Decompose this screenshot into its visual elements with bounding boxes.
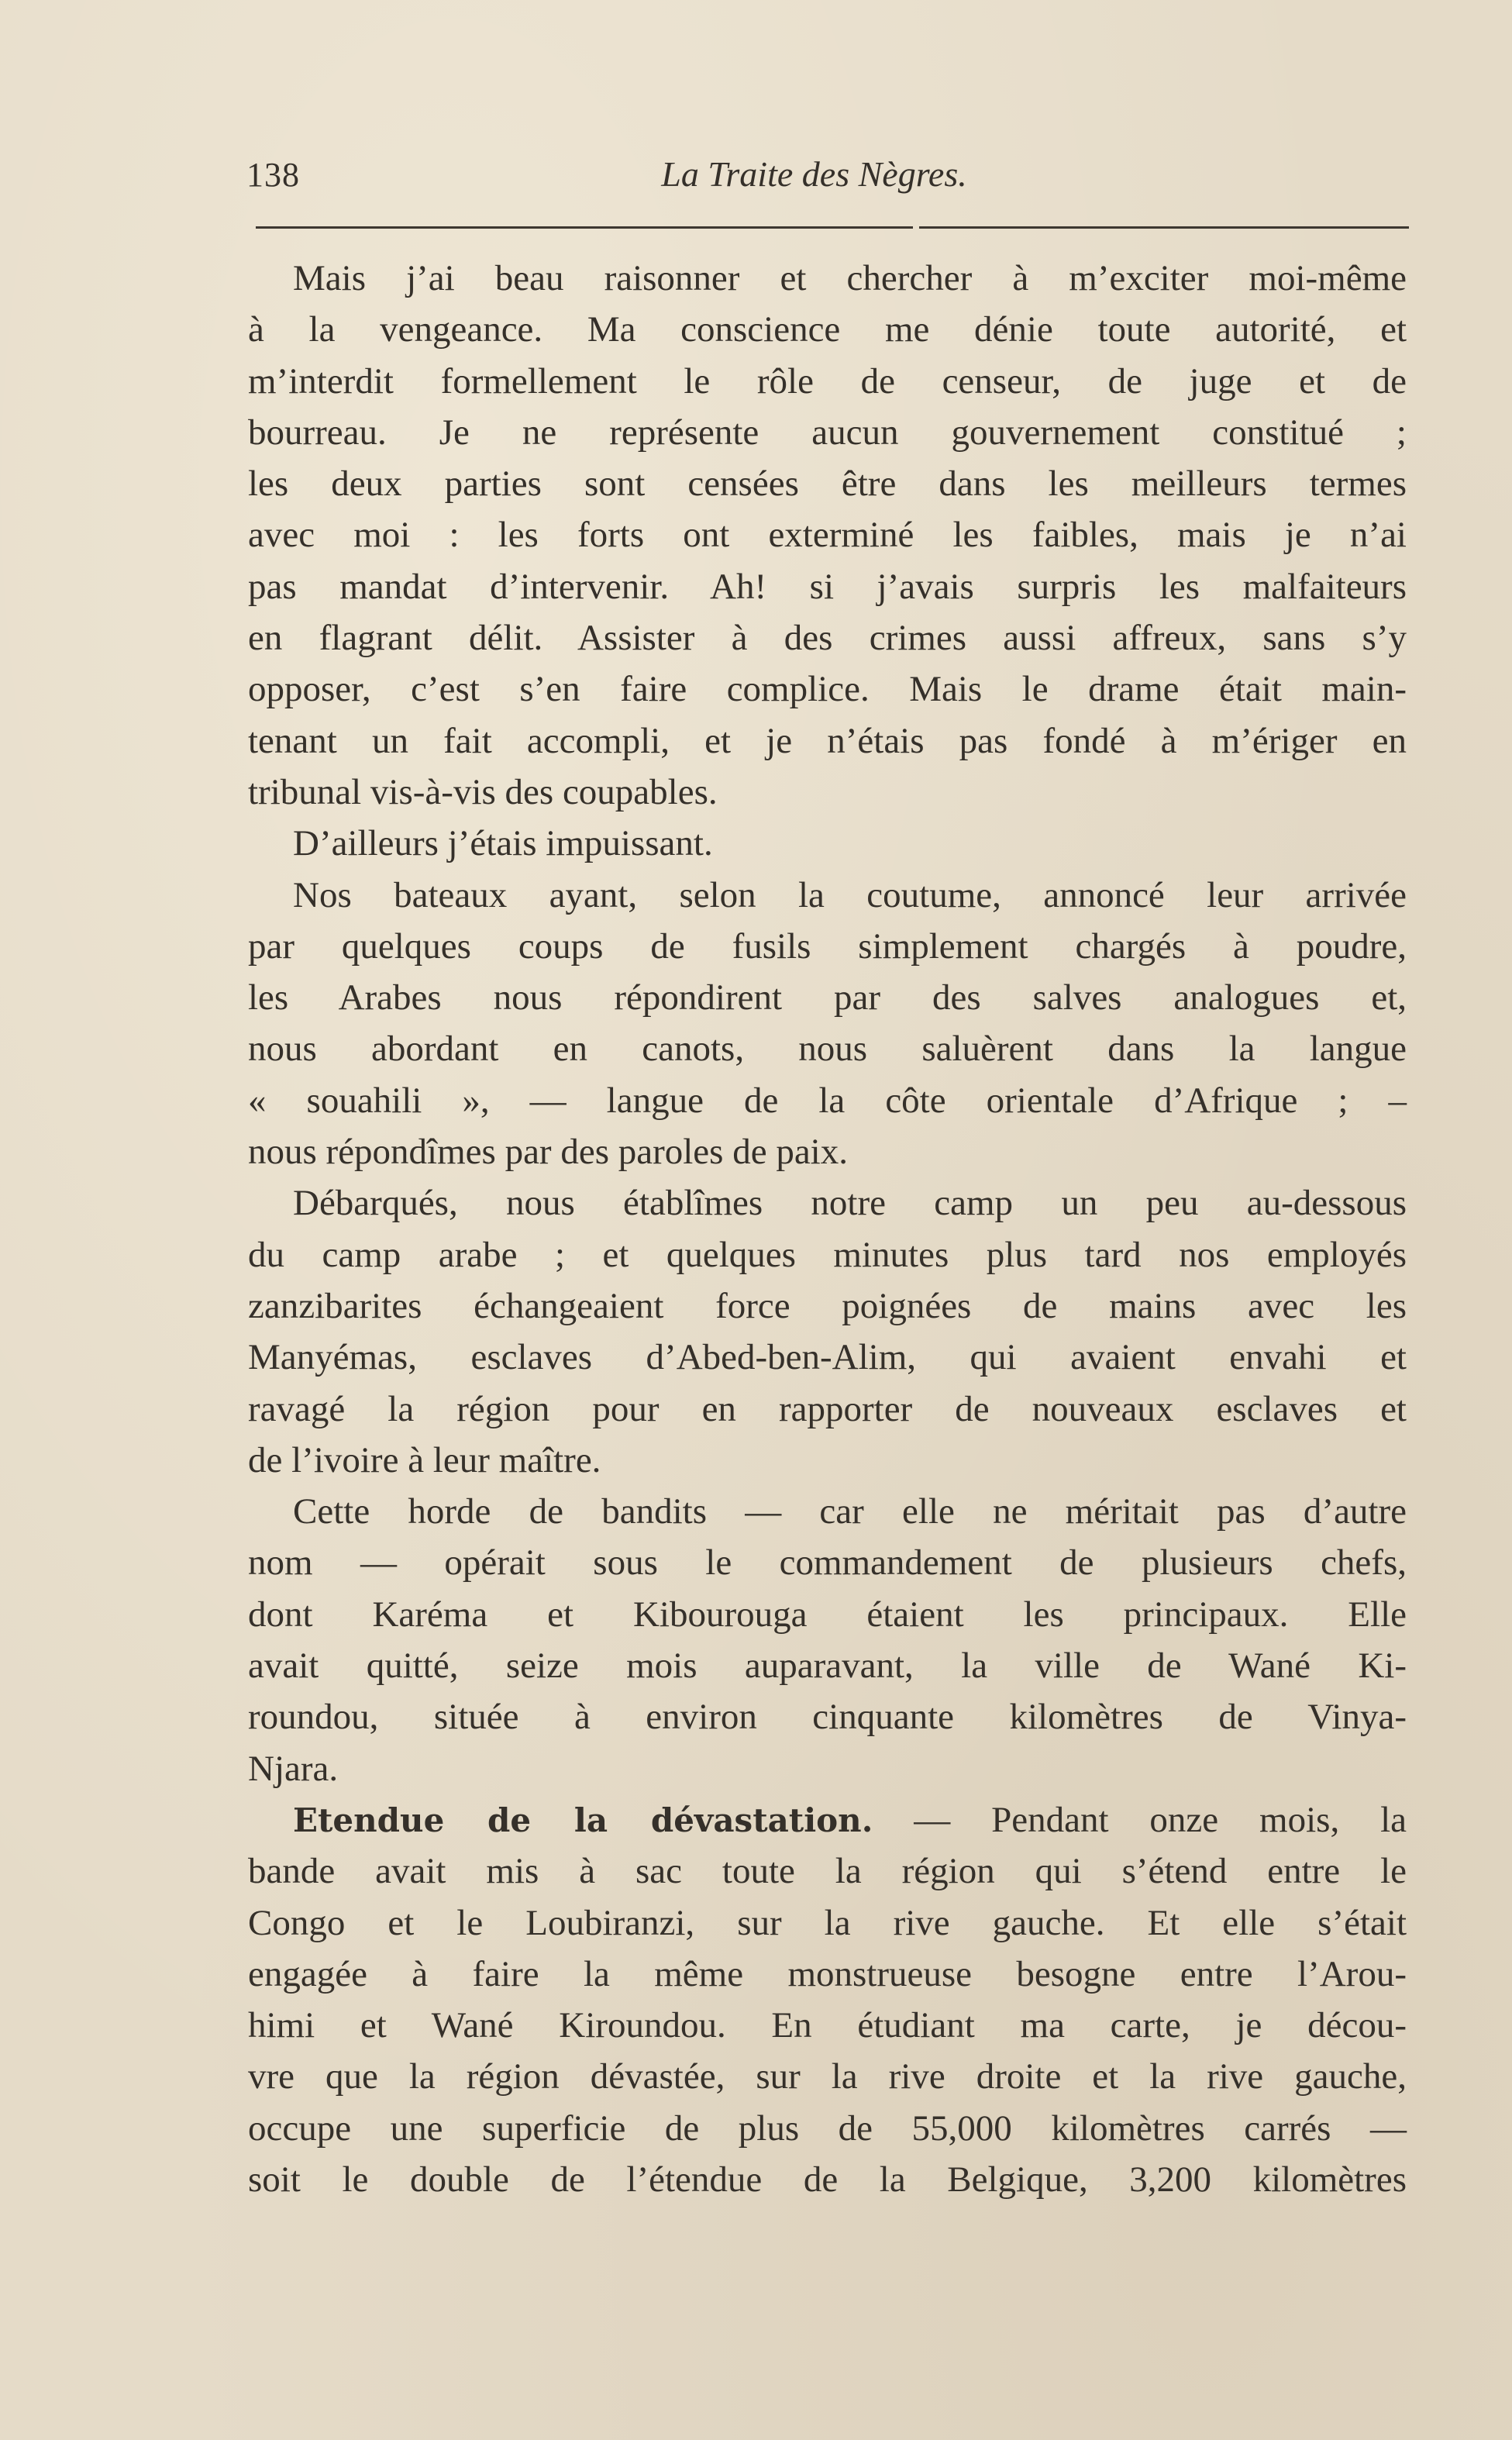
text-line <box>248 1589 1407 1640</box>
header-rule <box>256 226 913 229</box>
line-text: Njara. <box>248 1748 339 1789</box>
text-line <box>248 1332 1407 1383</box>
text-line <box>248 304 1407 355</box>
line-text: dont Karéma et Kibourouga étaient les principaux. Elle <box>248 1594 1407 1635</box>
line-text: à la vengeance. Ma conscience me dénie toute autorité, et <box>248 309 1407 350</box>
line-text: par quelques coups de fusils simplement chargés à poudre, <box>248 925 1407 967</box>
line-text: Manyémas, esclaves d’Abed-ben-Alim, qui avaient envahi et <box>248 1337 1407 1378</box>
line-text: ravagé la région pour en rapporter de nouveaux esclaves et <box>248 1388 1407 1429</box>
line-text: zanzibarites échangeaient force poignées de mains avec les <box>248 1285 1407 1326</box>
line-text: Débarqués, nous établîmes notre camp un peu au-dessous <box>293 1183 1407 1224</box>
text-line <box>248 2154 1407 2205</box>
line-text: himi et Wané Kiroundou. En étudiant ma carte, je décou- <box>248 2005 1407 2046</box>
text-line <box>248 509 1407 560</box>
text-line <box>248 561 1407 612</box>
text-line <box>248 1949 1407 2000</box>
text-line <box>248 356 1407 407</box>
text-line <box>248 1537 1407 1588</box>
line-text: nom — opérait sous le commandement de plusieurs chefs, <box>248 1542 1407 1584</box>
text-line <box>248 2000 1407 2051</box>
text-line <box>248 407 1407 458</box>
line-text: opposer, c’est s’en faire complice. Mais le drame était main- <box>248 669 1407 710</box>
line-text: occupe une superficie de plus de 55,000 kilomètres carrés — <box>248 2107 1407 2149</box>
text-line <box>248 1229 1407 1280</box>
text-line <box>248 458 1407 509</box>
text-line <box>248 1794 1407 1846</box>
line-text: bande avait mis à sac toute la région qui s’étend entre le <box>248 1851 1407 1892</box>
body-text <box>248 253 1407 2205</box>
text-line <box>248 715 1407 767</box>
text-line <box>248 1640 1407 1691</box>
text-line <box>248 2103 1407 2154</box>
line-text: avait quitté, seize mois auparavant, la ville de Wané Ki- <box>248 1646 1407 1687</box>
text-line <box>248 1743 1407 1794</box>
text-line <box>248 870 1407 921</box>
text-line <box>248 972 1407 1023</box>
line-text: tribunal vis-à-vis des coupables. <box>248 771 718 812</box>
text-line <box>248 1691 1407 1742</box>
line-text: engagée à faire la même monstrueuse besogne entre l’Arou- <box>248 1953 1407 1994</box>
text-line <box>248 663 1407 715</box>
line-text: Cette horde de bandits — car elle ne méritait pas d’autre <box>293 1491 1407 1532</box>
text-line <box>248 1075 1407 1126</box>
line-text: D’ailleurs j’étais impuissant. <box>293 823 713 864</box>
text-line <box>248 1023 1407 1074</box>
text-line <box>248 612 1407 663</box>
line-text: roundou, située à environ cinquante kilomètres de Vinya- <box>248 1697 1407 1738</box>
text-line <box>248 1846 1407 1897</box>
line-text: pas mandat d’intervenir. Ah! si j’avais surpris les malfaiteurs <box>248 566 1407 607</box>
running-title: La Traite des Nègres. <box>661 154 967 194</box>
text-line <box>248 253 1407 304</box>
text-line <box>248 767 1407 818</box>
header-rule <box>919 226 1409 229</box>
line-text: « souahili », — langue de la côte orientale d’Afrique ; – <box>248 1080 1407 1121</box>
text-line <box>248 1486 1407 1537</box>
line-text: Mais j’ai beau raisonner et chercher à m’exciter moi-même <box>293 258 1407 298</box>
page-number: 138 <box>246 156 300 194</box>
line-text: vre que la région dévastée, sur la rive droite et la rive gauche, <box>248 2056 1407 2097</box>
text-line <box>248 1897 1407 1949</box>
line-text: m’interdit formellement le rôle de censeur, de juge et de <box>248 360 1407 401</box>
text-line <box>248 2051 1407 2102</box>
text-line <box>248 1280 1407 1332</box>
text-line <box>248 1126 1407 1177</box>
line-text: nous abordant en canots, nous saluèrent dans la langue <box>248 1029 1407 1070</box>
line-text: avec moi : les forts ont exterminé les faibles, mais je n’ai <box>248 515 1407 556</box>
text-line <box>248 1435 1407 1486</box>
line-text: en flagrant délit. Assister à des crimes aussi affreux, sans s’y <box>248 618 1407 659</box>
text-line <box>248 921 1407 972</box>
line-text: — Pendant onze mois, la <box>914 1799 1407 1840</box>
line-text: nous répondîmes par des paroles de paix. <box>248 1132 848 1173</box>
line-text: les Arabes nous répondirent par des salves analogues et, <box>248 977 1407 1018</box>
line-text: soit le double de l’étendue de la Belgique, 3,200 kilomètres <box>248 2159 1407 2200</box>
line-text: de l’ivoire à leur maître. <box>248 1439 601 1480</box>
text-line <box>248 1177 1407 1229</box>
line-text: Nos bateaux ayant, selon la coutume, annoncé leur arrivée <box>293 874 1407 915</box>
line-text: les deux parties sont censées être dans les meilleurs termes <box>248 464 1407 505</box>
text-line <box>248 818 1407 869</box>
line-text: tenant un fait accompli, et je n’étais pas fondé à m’ériger en <box>248 720 1407 761</box>
text-line <box>248 1384 1407 1435</box>
section-heading: Etendue de la dévastation. <box>293 1801 873 1839</box>
line-text: Congo et le Loubiranzi, sur la rive gauche. Et elle s’était <box>248 1902 1407 1943</box>
line-text: bourreau. Je ne représente aucun gouvernement constitué ; <box>248 412 1407 453</box>
line-text: du camp arabe ; et quelques minutes plus tard nos employés <box>248 1234 1407 1275</box>
